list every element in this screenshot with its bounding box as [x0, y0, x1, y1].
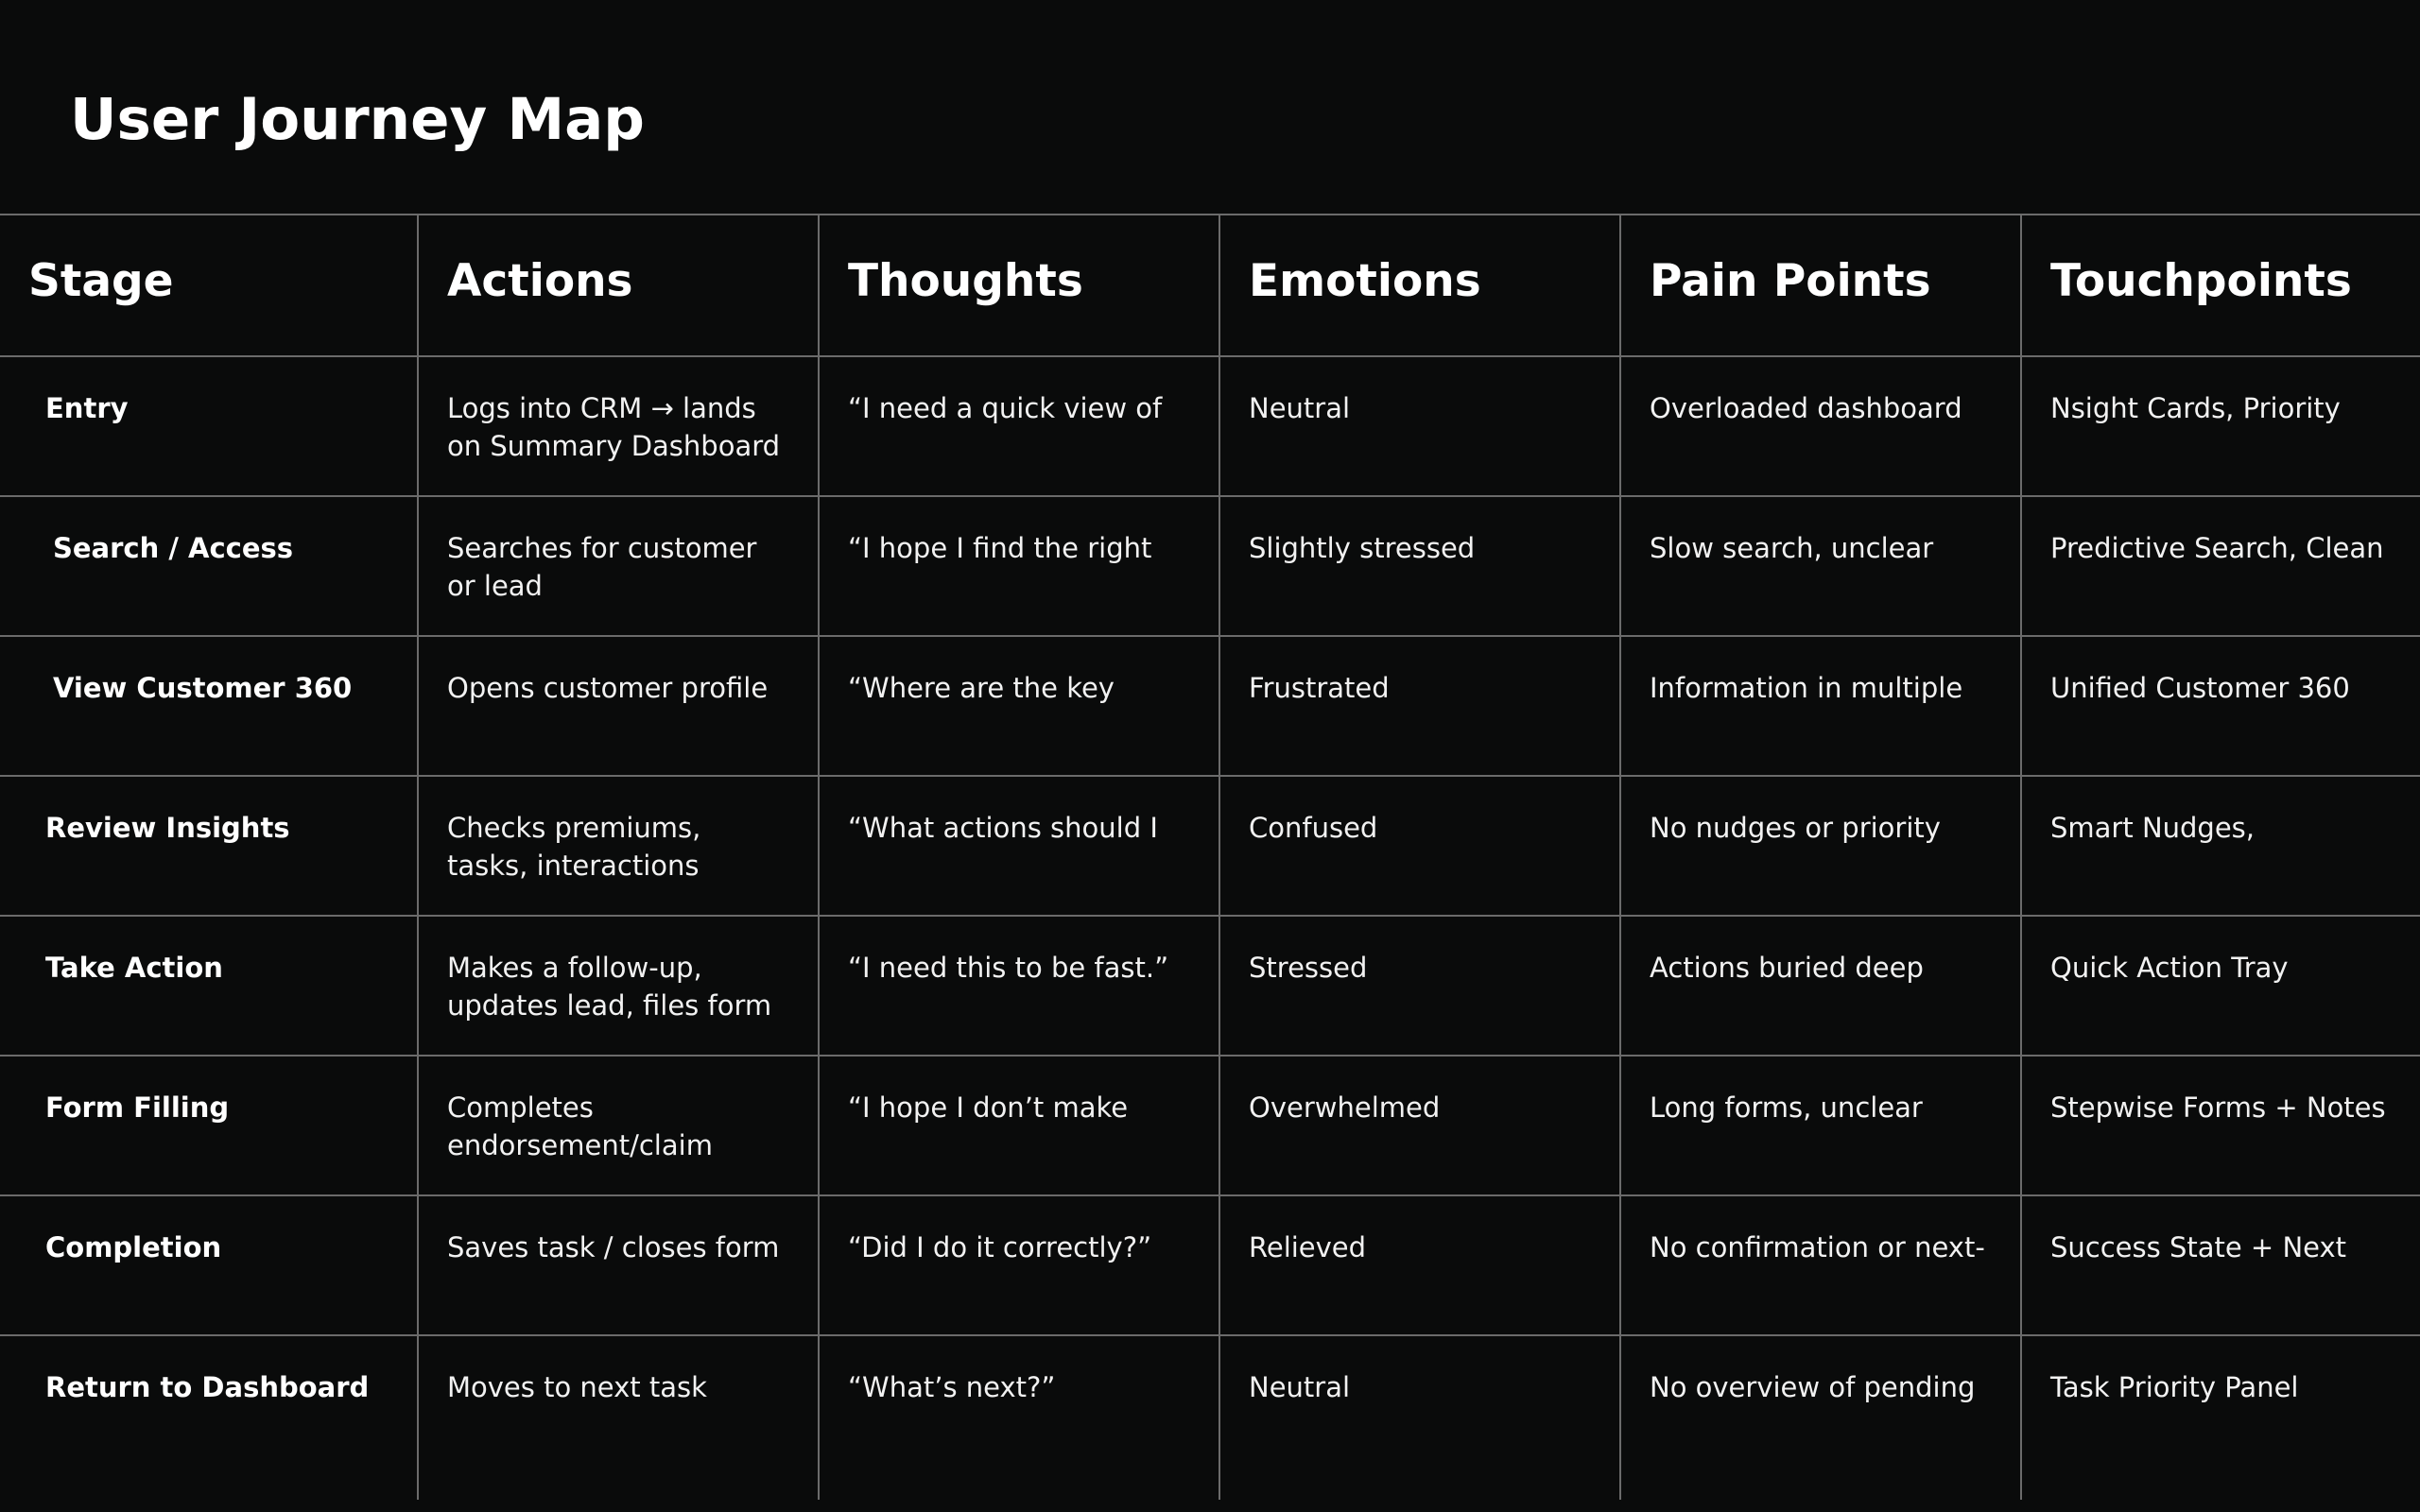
- thoughts-cell: “Did I do it correctly?”: [819, 1195, 1219, 1335]
- touchpoints-cell: Unified Customer 360: [2021, 636, 2420, 776]
- emotions-cell: Frustrated: [1219, 636, 1620, 776]
- actions-cell: Logs into CRM → lands on Summary Dashboard: [418, 356, 819, 496]
- emotions-cell: Stressed: [1219, 916, 1620, 1056]
- pain-points-cell: Information in multiple: [1620, 636, 2021, 776]
- touchpoints-cell: Nsight Cards, Priority: [2021, 356, 2420, 496]
- table-row: [0, 1056, 2420, 1195]
- thoughts-cell: “Where are the key: [819, 636, 1219, 776]
- actions-cell: Opens customer profile: [418, 636, 819, 776]
- emotions-cell: Slightly stressed: [1219, 496, 1620, 636]
- touchpoints-cell: Stepwise Forms + Notes: [2021, 1056, 2420, 1195]
- thoughts-cell: “I need this to be fast.”: [819, 916, 1219, 1056]
- pain-points-cell: No confirmation or next-: [1620, 1195, 2021, 1335]
- column-header-pain-points: Pain Points: [1620, 215, 2021, 356]
- column-header-stage: Stage: [0, 215, 418, 356]
- stage-cell: Entry: [0, 356, 418, 496]
- pain-points-cell: Actions buried deep: [1620, 916, 2021, 1056]
- actions-cell: Saves task / closes form: [418, 1195, 819, 1335]
- column-header-touchpoints: Touchpoints: [2021, 215, 2420, 356]
- stage-cell: Search / Access: [0, 496, 418, 636]
- stage-cell: Review Insights: [0, 776, 418, 916]
- header-row: [0, 215, 2420, 356]
- touchpoints-cell: Success State + Next: [2021, 1195, 2420, 1335]
- table-row: [0, 776, 2420, 916]
- emotions-cell: Confused: [1219, 776, 1620, 916]
- thoughts-cell: “What actions should I: [819, 776, 1219, 916]
- table-row: [0, 496, 2420, 636]
- thoughts-cell: “What’s next?”: [819, 1335, 1219, 1500]
- table-row: [0, 1195, 2420, 1335]
- pain-points-cell: Overloaded dashboard: [1620, 356, 2021, 496]
- table-row: [0, 356, 2420, 496]
- table-row: [0, 636, 2420, 776]
- stage-cell: View Customer 360: [0, 636, 418, 776]
- stage-cell: Take Action: [0, 916, 418, 1056]
- stage-cell: Return to Dashboard: [0, 1335, 418, 1500]
- stage-cell: Completion: [0, 1195, 418, 1335]
- actions-cell: Checks premiums, tasks, interactions: [418, 776, 819, 916]
- pain-points-cell: No nudges or priority: [1620, 776, 2021, 916]
- touchpoints-cell: Task Priority Panel: [2021, 1335, 2420, 1500]
- page-title: User Journey Map: [70, 86, 645, 153]
- touchpoints-cell: Predictive Search, Clean: [2021, 496, 2420, 636]
- column-header-actions: Actions: [418, 215, 819, 356]
- table-row: [0, 1335, 2420, 1500]
- touchpoints-cell: Smart Nudges,: [2021, 776, 2420, 916]
- emotions-cell: Overwhelmed: [1219, 1056, 1620, 1195]
- pain-points-cell: Slow search, unclear: [1620, 496, 2021, 636]
- touchpoints-cell: Quick Action Tray: [2021, 916, 2420, 1056]
- column-header-emotions: Emotions: [1219, 215, 1620, 356]
- actions-cell: Completes endorsement/claim: [418, 1056, 819, 1195]
- pain-points-cell: No overview of pending: [1620, 1335, 2021, 1500]
- actions-cell: Moves to next task: [418, 1335, 819, 1500]
- column-header-thoughts: Thoughts: [819, 215, 1219, 356]
- emotions-cell: Relieved: [1219, 1195, 1620, 1335]
- emotions-cell: Neutral: [1219, 356, 1620, 496]
- emotions-cell: Neutral: [1219, 1335, 1620, 1500]
- journey-table: [0, 214, 2420, 1500]
- table-row: [0, 916, 2420, 1056]
- actions-cell: Makes a follow-up, updates lead, files form: [418, 916, 819, 1056]
- stage-cell: Form Filling: [0, 1056, 418, 1195]
- thoughts-cell: “I hope I find the right: [819, 496, 1219, 636]
- thoughts-cell: “I hope I don’t make: [819, 1056, 1219, 1195]
- thoughts-cell: “I need a quick view of: [819, 356, 1219, 496]
- actions-cell: Searches for customer or lead: [418, 496, 819, 636]
- pain-points-cell: Long forms, unclear: [1620, 1056, 2021, 1195]
